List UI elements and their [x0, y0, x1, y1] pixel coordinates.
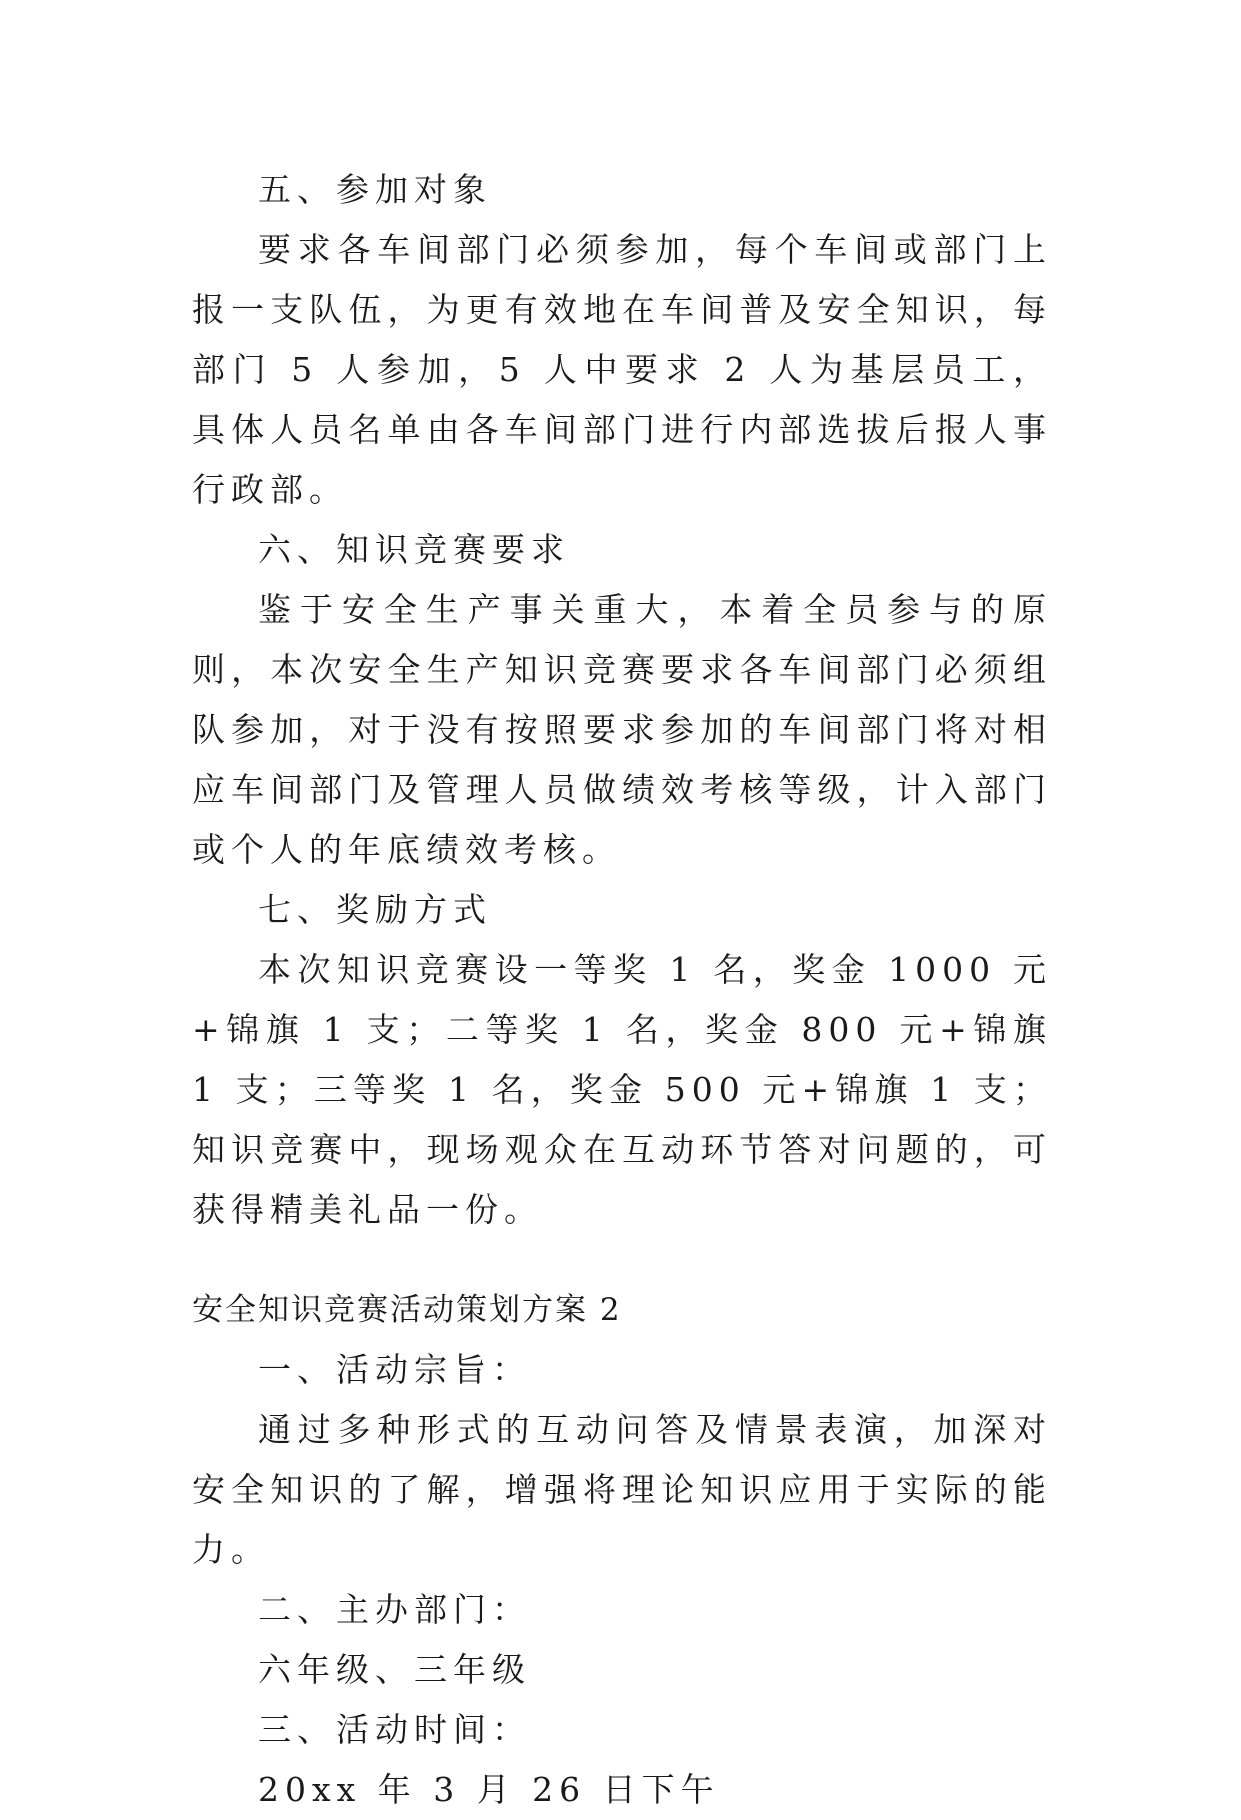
paragraph-competition-requirements: 鉴于安全生产事关重大，本着全员参与的原则，本次安全生产知识竞赛要求各车间部门必须组队参加，对于没有按照要求参加的车间部门将对相应车间部门及管理人员做绩效考核等级，计入部门或个人的年底绩效考核。: [192, 590, 1052, 869]
document-body: [192, 160, 1069, 1820]
section-heading-rewards: 七、奖励方式: [258, 890, 492, 929]
section-heading-organizer: 二、主办部门：: [258, 1590, 531, 1629]
paragraph-rewards: 本次知识竞赛设一等奖 1 名，奖金 1000 元+锦旗 1 支；二等奖 1 名，奖金 800 元+锦旗 1 支；三等奖 1 名，奖金 500 元+锦旗 1 支；知识竞赛中，现场观众在互动环节答对问题的，可获得精美礼品一份。: [192, 950, 1069, 1229]
section-heading-purpose: 一、活动宗旨：: [258, 1350, 531, 1389]
paragraph-purpose: 通过多种形式的互动问答及情景表演，加深对安全知识的了解，增强将理论知识应用于实际的能力。: [192, 1410, 1052, 1569]
section-heading-competition-requirements: 六、知识竞赛要求: [258, 530, 570, 569]
section-heading-time: 三、活动时间：: [258, 1710, 531, 1749]
paragraph-participants: 要求各车间部门必须参加，每个车间或部门上报一支队伍，为更有效地在车间普及安全知识，每部门 5 人参加，5 人中要求 2 人为基层员工，具体人员名单由各车间部门进行内部选拔后报人事行政部。: [192, 230, 1052, 509]
plan-title: 安全知识竞赛活动策划方案 2: [192, 1292, 622, 1328]
paragraph-organizer: 六年级、三年级: [258, 1650, 531, 1689]
paragraph-time: 20xx 年 3 月 26 日下午: [258, 1770, 720, 1809]
section-heading-participants: 五、参加对象: [258, 170, 492, 209]
